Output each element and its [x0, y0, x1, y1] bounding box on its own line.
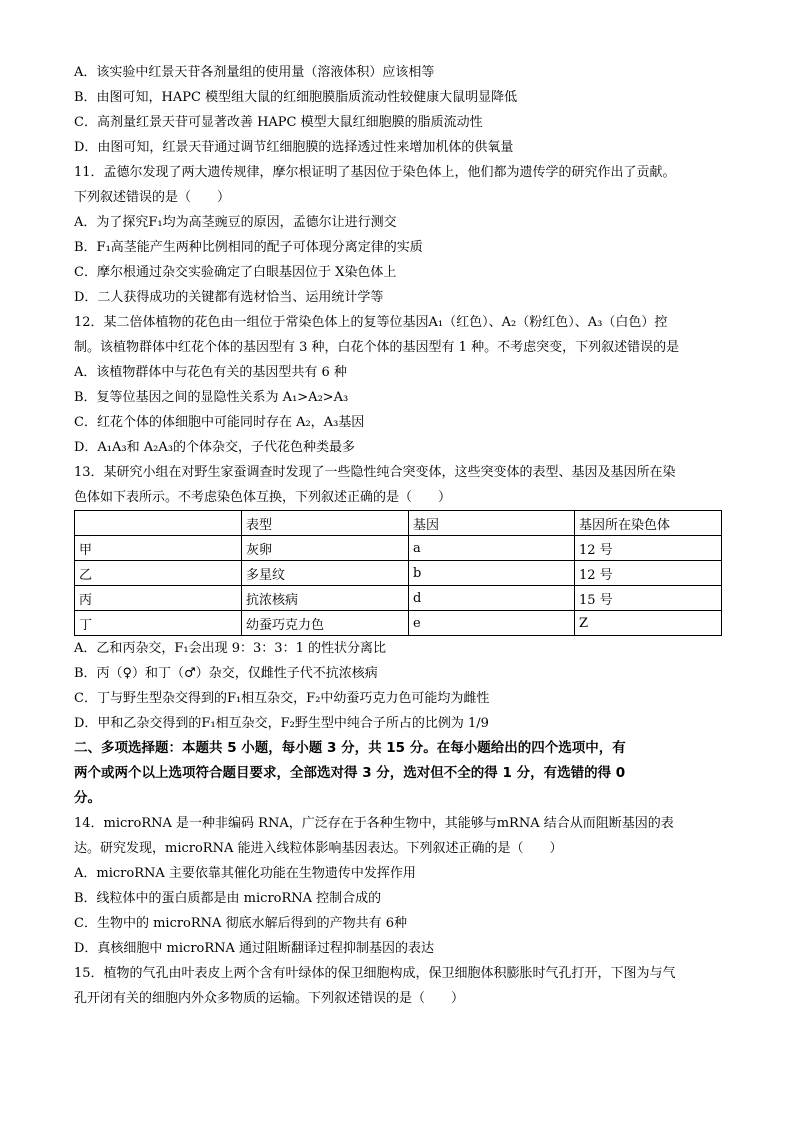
table-header-row — [75, 511, 722, 536]
prev-question-options — [74, 60, 724, 160]
table-cell: 甲 — [75, 536, 242, 561]
option-c: C．高剂量红景天苷可显著改善 HAPC 模型大鼠红细胞膜的脂质流动性 — [74, 115, 483, 130]
option-a: A．为了探究F₁均为高茎豌豆的原因，孟德尔让进行测交 — [74, 215, 397, 230]
option-c: C．丁与野生型杂交得到的F₁相互杂交，F₂中幼蚕巧克力色可能均为雌性 — [74, 691, 490, 706]
question-12 — [74, 310, 724, 460]
option-a: A．乙和丙杂交，F₁会出现 9：3：3：1 的性状分离比 — [74, 641, 386, 656]
section-heading-multiple-choice — [74, 736, 724, 811]
table-cell: d — [409, 586, 575, 611]
section-heading-line: 二、多项选择题：本题共 5 小题，每小题 3 分，共 15 分。在每小题给出的四个选项中，有 — [74, 740, 626, 756]
option-d: D．真核细胞中 microRNA 通过阻断翻译过程抑制基因的表达 — [74, 941, 435, 956]
table-cell: 15 号 — [575, 586, 722, 611]
question-stem: 12．某二倍体植物的花色由一组位于常染色体上的复等位基因A₁（红色）、A₂（粉红色）、A₃（白色）控 — [74, 315, 668, 330]
table-header-cell — [75, 511, 242, 536]
question-stem: 制。该植物群体中红花个体的基因型有 3 种，白花个体的基因型有 1 种。不考虑突变，下列叙述错误的是 — [74, 340, 680, 355]
table-cell: 多星纹 — [242, 561, 409, 586]
option-c: C．生物中的 microRNA 彻底水解后得到的产物共有 6种 — [74, 916, 407, 931]
table-cell: 12 号 — [575, 536, 722, 561]
table-cell: 12 号 — [575, 561, 722, 586]
table-cell: b — [409, 561, 575, 586]
question-15 — [74, 961, 724, 1011]
document-page — [74, 60, 724, 1011]
table-cell: 抗浓核病 — [242, 586, 409, 611]
question-13 — [74, 460, 724, 736]
option-a: A．该实验中红景天苷各剂量组的使用量（溶液体积）应该相等 — [74, 65, 435, 80]
option-a: A．microRNA 主要依靠其催化功能在生物遗传中发挥作用 — [74, 866, 416, 881]
table-cell: 丁 — [75, 611, 242, 636]
option-d: D．由图可知，红景天苷通过调节红细胞膜的选择透过性来增加机体的供氧量 — [74, 140, 514, 155]
section-heading-line: 两个或两个以上选项符合题目要求，全部选对得 3 分，选对但不全的得 1 分，有选错的得 0 — [74, 765, 626, 781]
table-cell: 丙 — [75, 586, 242, 611]
question-stem: 下列叙述错误的是（ ） — [74, 190, 231, 205]
table-row — [75, 611, 722, 636]
table-row — [75, 561, 722, 586]
option-d: D．A₁A₃和 A₂A₃的个体杂交，子代花色种类最多 — [74, 440, 355, 455]
table-cell: 幼蚕巧克力色 — [242, 611, 409, 636]
table-row — [75, 536, 722, 561]
section-heading-line: 分。 — [74, 790, 101, 806]
question-11 — [74, 160, 724, 310]
question-14 — [74, 811, 724, 961]
table-row — [75, 586, 722, 611]
question-stem: 11．孟德尔发现了两大遗传规律，摩尔根证明了基因位于染色体上，他们都为遗传学的研究作出了贡献。 — [74, 165, 676, 180]
option-b: B．复等位基因之间的显隐性关系为 A₁>A₂>A₃ — [74, 390, 349, 405]
table-cell: a — [409, 536, 575, 561]
option-b: B．由图可知，HAPC 模型组大鼠的红细胞膜脂质流动性较健康大鼠明显降低 — [74, 90, 518, 105]
table-cell: e — [409, 611, 575, 636]
option-c: C．摩尔根通过杂交实验确定了白眼基因位于 X染色体上 — [74, 265, 397, 280]
question-stem: 13．某研究小组在对野生家蚕调查时发现了一些隐性纯合突变体，这些突变体的表型、基因及基因所在染 — [74, 465, 676, 480]
question-stem: 14．microRNA 是一种非编码 RNA，广泛存在于各种生物中，其能够与mRNA 结合从而阻断基因的表 — [74, 816, 674, 831]
table-header-cell: 基因 — [409, 511, 575, 536]
table-header-cell: 基因所在染色体 — [575, 511, 722, 536]
option-a: A．该植物群体中与花色有关的基因型共有 6 种 — [74, 365, 347, 380]
option-b: B．丙（♀）和丁（♂）杂交，仅雌性子代不抗浓核病 — [74, 666, 378, 681]
option-b: B．线粒体中的蛋白质都是由 microRNA 控制合成的 — [74, 891, 382, 906]
table-cell: 乙 — [75, 561, 242, 586]
table-cell: Z — [575, 611, 722, 636]
question-stem: 色体如下表所示。不考虑染色体互换，下列叙述正确的是（ ） — [74, 490, 452, 505]
table-header-cell: 表型 — [242, 511, 409, 536]
table-cell: 灰卵 — [242, 536, 409, 561]
option-d: D．甲和乙杂交得到的F₁相互杂交，F₂野生型中纯合子所占的比例为 1/9 — [74, 716, 489, 731]
option-c: C．红花个体的体细胞中可能同时存在 A₂，A₃基因 — [74, 415, 365, 430]
mutant-table — [74, 510, 722, 636]
question-stem: 孔开闭有关的细胞内外众多物质的运输。下列叙述错误的是（ ） — [74, 991, 465, 1006]
option-b: B．F₁高茎能产生两种比例相同的配子可体现分离定律的实质 — [74, 240, 423, 255]
question-stem: 达。研究发现，microRNA 能进入线粒体影响基因表达。下列叙述正确的是（ ） — [74, 841, 563, 856]
option-d: D．二人获得成功的关键都有选材恰当、运用统计学等 — [74, 290, 384, 305]
question-stem: 15．植物的气孔由叶表皮上两个含有叶绿体的保卫细胞构成，保卫细胞体积膨胀时气孔打开，下图为与气 — [74, 966, 676, 981]
